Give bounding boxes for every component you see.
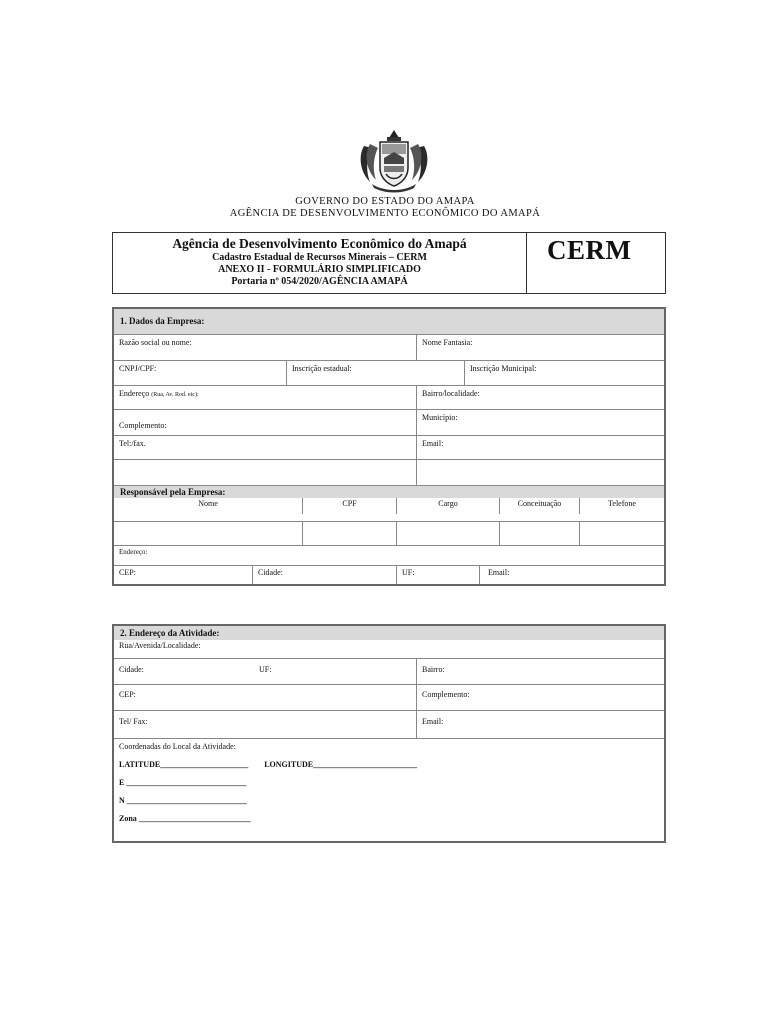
tel2-field[interactable]: Tel/ Fax: [119,717,148,726]
resp-cidade-field[interactable]: Cidade: [252,566,396,584]
cerm-subtitle: Cadastro Estadual de Recursos Minerais – CERM [212,252,427,263]
row-coordenadas [114,738,664,841]
row-cep2 [114,684,664,710]
col-nome: Nome [198,499,218,508]
insc-estadual-field[interactable]: Inscrição estadual: [286,361,464,385]
col-conceituacao: Conceituação [499,498,579,514]
n-field[interactable]: N ______________________________ [119,796,247,805]
e-field[interactable]: E ______________________________ [119,778,247,787]
row-complemento [114,409,664,435]
bairro2-field[interactable]: Bairro: [416,659,664,684]
resp-nome-input[interactable] [114,522,302,545]
resp-cep-field[interactable]: CEP: [119,568,136,577]
blank-left-field[interactable] [114,460,416,485]
section-activity-address [112,624,666,843]
responsavel-header [114,485,664,498]
resp-endereco-field[interactable]: Endereço: [119,548,148,556]
row-rua [114,640,664,658]
endereco-field[interactable] [114,386,416,409]
resp-telefone-input[interactable] [579,522,664,545]
responsavel-values [114,521,664,545]
row-endereco [114,385,664,409]
row-blank [114,459,664,485]
complemento-field[interactable]: Complemento: [119,421,167,430]
fantasia-field[interactable]: Nome Fantasia: [416,335,664,360]
row-resp-endereco [114,545,664,565]
resp-email-field[interactable]: Email: [479,566,664,584]
municipio-field[interactable]: Município: [416,410,664,435]
coordenadas-label: Coordenadas do Local da Atividade: [119,742,236,751]
email-field[interactable]: Email: [416,436,664,459]
bairro-field[interactable]: Bairro/localidade: [416,386,664,409]
cidade-field[interactable]: Cidade: [119,665,144,674]
agency-title: Agência de Desenvolvimento Econômico do Amapá [172,236,467,251]
section2-title: 2. Endereço da Atividade: [120,628,220,638]
government-line: GOVERNO DO ESTADO DO AMAPA [295,196,475,207]
rua-field[interactable]: Rua/Avenida/Localidade: [119,641,201,650]
responsavel-columns [114,498,664,514]
state-crest-logo [356,128,432,194]
section1-title: 1. Dados da Empresa: [120,316,205,326]
endereco-label: Endereço [119,389,150,398]
responsavel-title: Responsável pela Empresa: [120,487,226,497]
email2-field[interactable]: Email: [416,711,664,738]
resp-uf-field[interactable]: UF: [396,566,479,584]
resp-conceituacao-input[interactable] [499,522,579,545]
complemento2-field[interactable]: Complemento: [416,685,664,710]
section2-header [114,626,664,640]
col-telefone: Telefone [579,498,664,514]
row-resp-cep [114,565,664,584]
row-tel [114,435,664,459]
insc-municipal-field[interactable]: Inscrição Municipal: [464,361,664,385]
form-header-box [112,232,666,294]
uf-field[interactable]: UF: [259,665,272,674]
portaria-subtitle: Portaria nº 054/2020/AGÊNCIA AMAPÁ [231,276,408,287]
col-cpf: CPF [302,498,396,514]
section-company-data [112,307,666,586]
agency-line: AGÊNCIA DE DESENVOLVIMENTO ECONÔMICO DO AMAPÁ [229,208,541,219]
col-cargo: Cargo [396,498,499,514]
row-tel2 [114,710,664,738]
latitude-field[interactable]: LATITUDE______________________ [119,760,249,769]
form-header-left [113,233,527,293]
endereco-hint: (Rua, Av. Rod. etc): [151,392,199,398]
section1-header [114,309,664,334]
row-razao [114,334,664,360]
cnpj-field[interactable]: CNPJ/CPF: [119,364,157,373]
resp-cargo-input[interactable] [396,522,499,545]
annex-subtitle: ANEXO II - FORMULÁRIO SIMPLIFICADO [218,264,421,275]
row-cnpj [114,360,664,385]
form-header-right [527,233,665,293]
coordenadas-block [114,739,664,841]
lat-long-line[interactable] [119,760,659,769]
resp-cpf-input[interactable] [302,522,396,545]
tel-field[interactable]: Tel:/fax. [119,439,146,448]
row-cidade [114,658,664,684]
cep2-field[interactable]: CEP: [119,690,136,699]
cerm-label: CERM [547,235,632,265]
razao-field[interactable]: Razão social ou nome: [119,338,192,347]
zona-field[interactable]: Zona ____________________________ [119,814,251,823]
longitude-field[interactable]: LONGITUDE__________________________ [264,760,418,769]
blank-right-field[interactable] [416,460,664,485]
